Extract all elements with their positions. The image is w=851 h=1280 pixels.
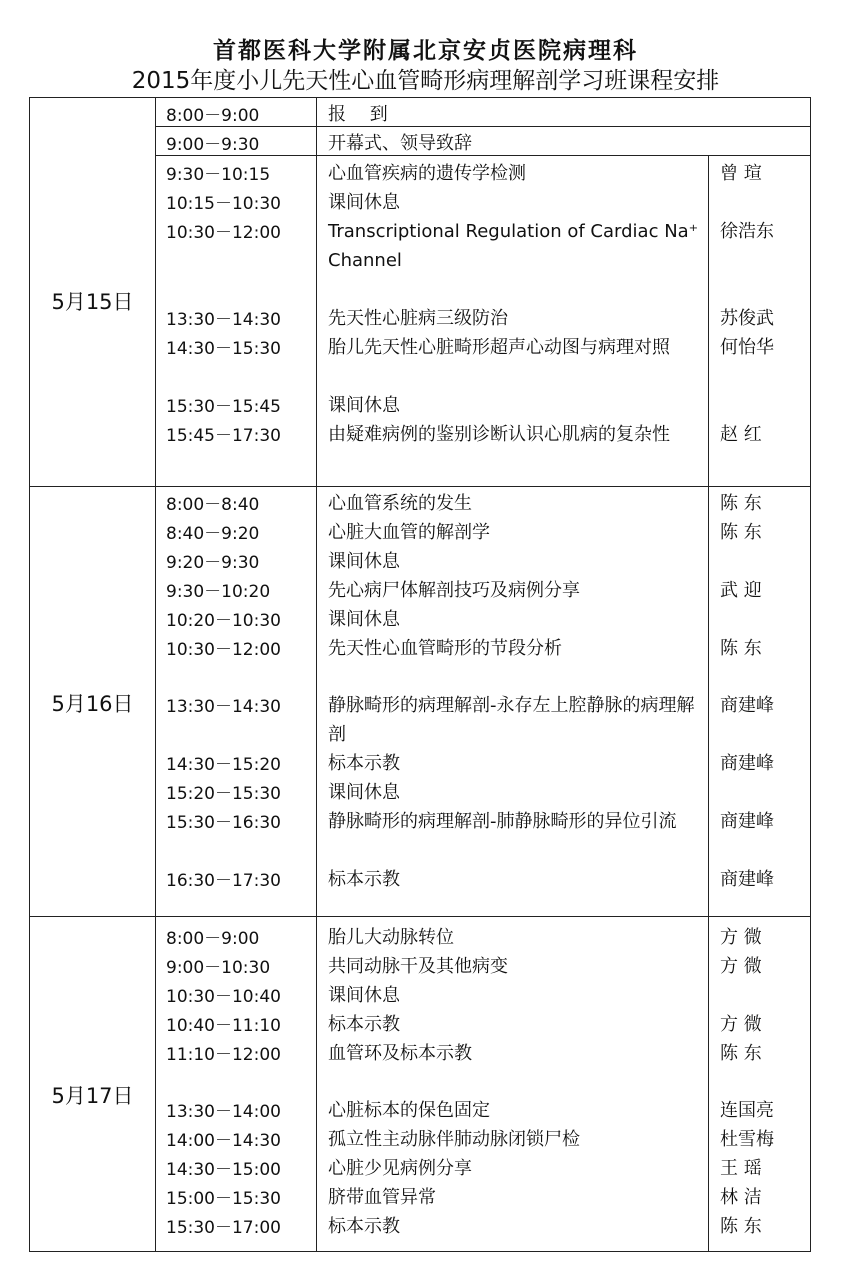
time-slot: 9:30－10:15 xyxy=(166,165,271,185)
time-slot: 10:30－12:00 xyxy=(166,640,281,660)
schedule-row xyxy=(156,488,811,517)
schedule-row xyxy=(156,128,811,157)
time-slot: 8:40－9:20 xyxy=(166,524,260,544)
schedule-row xyxy=(156,390,811,419)
schedule-row xyxy=(156,980,811,1009)
time-slot: 14:00－14:30 xyxy=(166,1131,281,1151)
schedule-row xyxy=(156,158,811,187)
schedule-row xyxy=(156,1038,811,1067)
session-title: 心血管系统的发生 xyxy=(328,493,472,514)
session-title: 孤立性主动脉伴肺动脉闭锁尸检 xyxy=(328,1129,580,1150)
hospital-title: 首都医科大学附属北京安贞医院病理科 xyxy=(213,38,638,64)
speaker-name: 王 瑶 xyxy=(720,1158,762,1179)
session-title: 先天性心血管畸形的节段分析 xyxy=(328,638,562,659)
time-slot: 10:30－12:00 xyxy=(166,223,281,243)
session-title: 血管环及标本示教 xyxy=(328,1043,472,1064)
time-slot: 15:30－16:30 xyxy=(166,813,281,833)
session-title: 课间休息 xyxy=(328,192,400,213)
speaker-name: 陈 东 xyxy=(720,1043,762,1064)
time-slot: 13:30－14:00 xyxy=(166,1102,281,1122)
schedule-row xyxy=(156,1153,811,1182)
speaker-name: 苏俊武 xyxy=(720,308,774,329)
schedule-row xyxy=(156,1182,811,1211)
time-slot: 14:30－15:20 xyxy=(166,755,281,775)
schedule-row xyxy=(156,99,811,128)
time-slot: 9:00－10:30 xyxy=(166,958,271,978)
day-label: 5月17日 xyxy=(51,1084,134,1108)
time-slot: 14:30－15:00 xyxy=(166,1160,281,1180)
time-slot: 15:20－15:30 xyxy=(166,784,281,804)
session-title: 静脉畸形的病理解剖-永存左上腔静脉的病理解剖 xyxy=(328,695,695,745)
speaker-name: 商建峰 xyxy=(720,811,774,832)
speaker-name: 连国亮 xyxy=(720,1100,774,1121)
session-title: 课间休息 xyxy=(328,395,400,416)
time-slot: 15:00－15:30 xyxy=(166,1189,281,1209)
speaker-name: 陈 东 xyxy=(720,493,762,514)
schedule-row xyxy=(156,604,811,633)
session-title: 开幕式、领导致辞 xyxy=(328,133,472,154)
time-slot: 15:45－17:30 xyxy=(166,426,281,446)
schedule-row xyxy=(156,303,811,332)
session-title: 共同动脉干及其他病变 xyxy=(328,956,508,977)
session-title: 课间休息 xyxy=(328,551,400,572)
day-label: 5月16日 xyxy=(51,692,134,716)
session-title: 脐带血管异常 xyxy=(328,1187,436,1208)
speaker-name: 徐浩东 xyxy=(720,221,774,242)
schedule-row xyxy=(156,864,811,893)
schedule-row xyxy=(156,187,811,216)
time-slot: 13:30－14:30 xyxy=(166,697,281,717)
course-schedule-title: 2015年度小儿先天性心血管畸形病理解剖学习班课程安排 xyxy=(131,68,720,94)
time-slot: 8:00－8:40 xyxy=(166,495,260,515)
speaker-name: 商建峰 xyxy=(720,695,774,716)
speaker-name: 商建峰 xyxy=(720,869,774,890)
session-title: 心脏大血管的解剖学 xyxy=(328,522,490,543)
schedule-row xyxy=(156,922,811,951)
schedule-row xyxy=(156,777,811,806)
schedule-row xyxy=(156,1095,811,1124)
session-title: 标本示教 xyxy=(328,753,400,774)
session-title: 标本示教 xyxy=(328,1216,400,1237)
time-slot: 9:20－9:30 xyxy=(166,553,260,573)
schedule-row xyxy=(156,332,811,390)
session-title: 由疑难病例的鉴别诊断认识心肌病的复杂性 xyxy=(328,424,670,445)
schedule-row xyxy=(156,546,811,575)
schedule-row xyxy=(156,1211,811,1240)
speaker-name: 陈 东 xyxy=(720,638,762,659)
time-slot: 10:40－11:10 xyxy=(166,1016,281,1036)
session-title: 课间休息 xyxy=(328,985,400,1006)
time-slot: 10:30－10:40 xyxy=(166,987,281,1007)
time-slot: 8:00－9:00 xyxy=(166,106,260,126)
session-title: 先心病尸体解剖技巧及病例分享 xyxy=(328,580,580,601)
schedule-row xyxy=(156,748,811,777)
schedule-row xyxy=(156,1009,811,1038)
schedule-row xyxy=(156,575,811,604)
speaker-name: 陈 东 xyxy=(720,522,762,543)
session-title: 课间休息 xyxy=(328,782,400,803)
time-slot: 13:30－14:30 xyxy=(166,310,281,330)
session-title: 课间休息 xyxy=(328,609,400,630)
time-slot: 8:00－9:00 xyxy=(166,929,260,949)
session-title: 心脏标本的保色固定 xyxy=(328,1100,490,1121)
schedule-row xyxy=(156,517,811,546)
day-divider xyxy=(30,916,810,917)
time-slot: 15:30－15:45 xyxy=(166,397,281,417)
speaker-name: 方 微 xyxy=(720,927,762,948)
time-slot: 10:15－10:30 xyxy=(166,194,281,214)
session-title: 先天性心脏病三级防治 xyxy=(328,308,508,329)
speaker-name: 陈 东 xyxy=(720,1216,762,1237)
schedule-table xyxy=(29,97,811,1252)
speaker-name: 林 洁 xyxy=(720,1187,762,1208)
schedule-row xyxy=(156,1124,811,1153)
speaker-name: 赵 红 xyxy=(720,424,762,445)
session-title: 报 到 xyxy=(328,104,388,125)
day-divider xyxy=(30,486,810,487)
time-slot: 16:30－17:30 xyxy=(166,871,281,891)
time-slot: 9:00－9:30 xyxy=(166,135,260,155)
session-title: 胎儿大动脉转位 xyxy=(328,927,454,948)
session-title: Transcriptional Regulation of Cardiac Na⁺ Channel xyxy=(328,221,699,271)
time-slot: 14:30－15:30 xyxy=(166,339,281,359)
schedule-row xyxy=(156,690,811,748)
schedule-row xyxy=(156,216,811,274)
speaker-name: 方 微 xyxy=(720,1014,762,1035)
session-title: 静脉畸形的病理解剖-肺静脉畸形的异位引流 xyxy=(328,811,677,832)
session-title: 标本示教 xyxy=(328,1014,400,1035)
speaker-name: 商建峰 xyxy=(720,753,774,774)
schedule-row xyxy=(156,951,811,980)
session-title: 胎儿先天性心脏畸形超声心动图与病理对照 xyxy=(328,337,670,358)
schedule-row xyxy=(156,806,811,864)
time-slot: 10:20－10:30 xyxy=(166,611,281,631)
time-slot: 9:30－10:20 xyxy=(166,582,271,602)
session-title: 标本示教 xyxy=(328,869,400,890)
time-slot: 15:30－17:00 xyxy=(166,1218,281,1238)
schedule-row xyxy=(156,419,811,477)
schedule-row xyxy=(156,633,811,662)
session-title: 心脏少见病例分享 xyxy=(328,1158,472,1179)
time-slot: 11:10－12:00 xyxy=(166,1045,281,1065)
speaker-name: 曾 瑄 xyxy=(720,163,762,184)
day-label: 5月15日 xyxy=(51,290,134,314)
session-title: 心血管疾病的遗传学检测 xyxy=(328,163,526,184)
speaker-name: 杜雪梅 xyxy=(720,1129,774,1150)
speaker-name: 方 微 xyxy=(720,956,762,977)
speaker-name: 武 迎 xyxy=(720,580,762,601)
speaker-name: 何怡华 xyxy=(720,337,774,358)
